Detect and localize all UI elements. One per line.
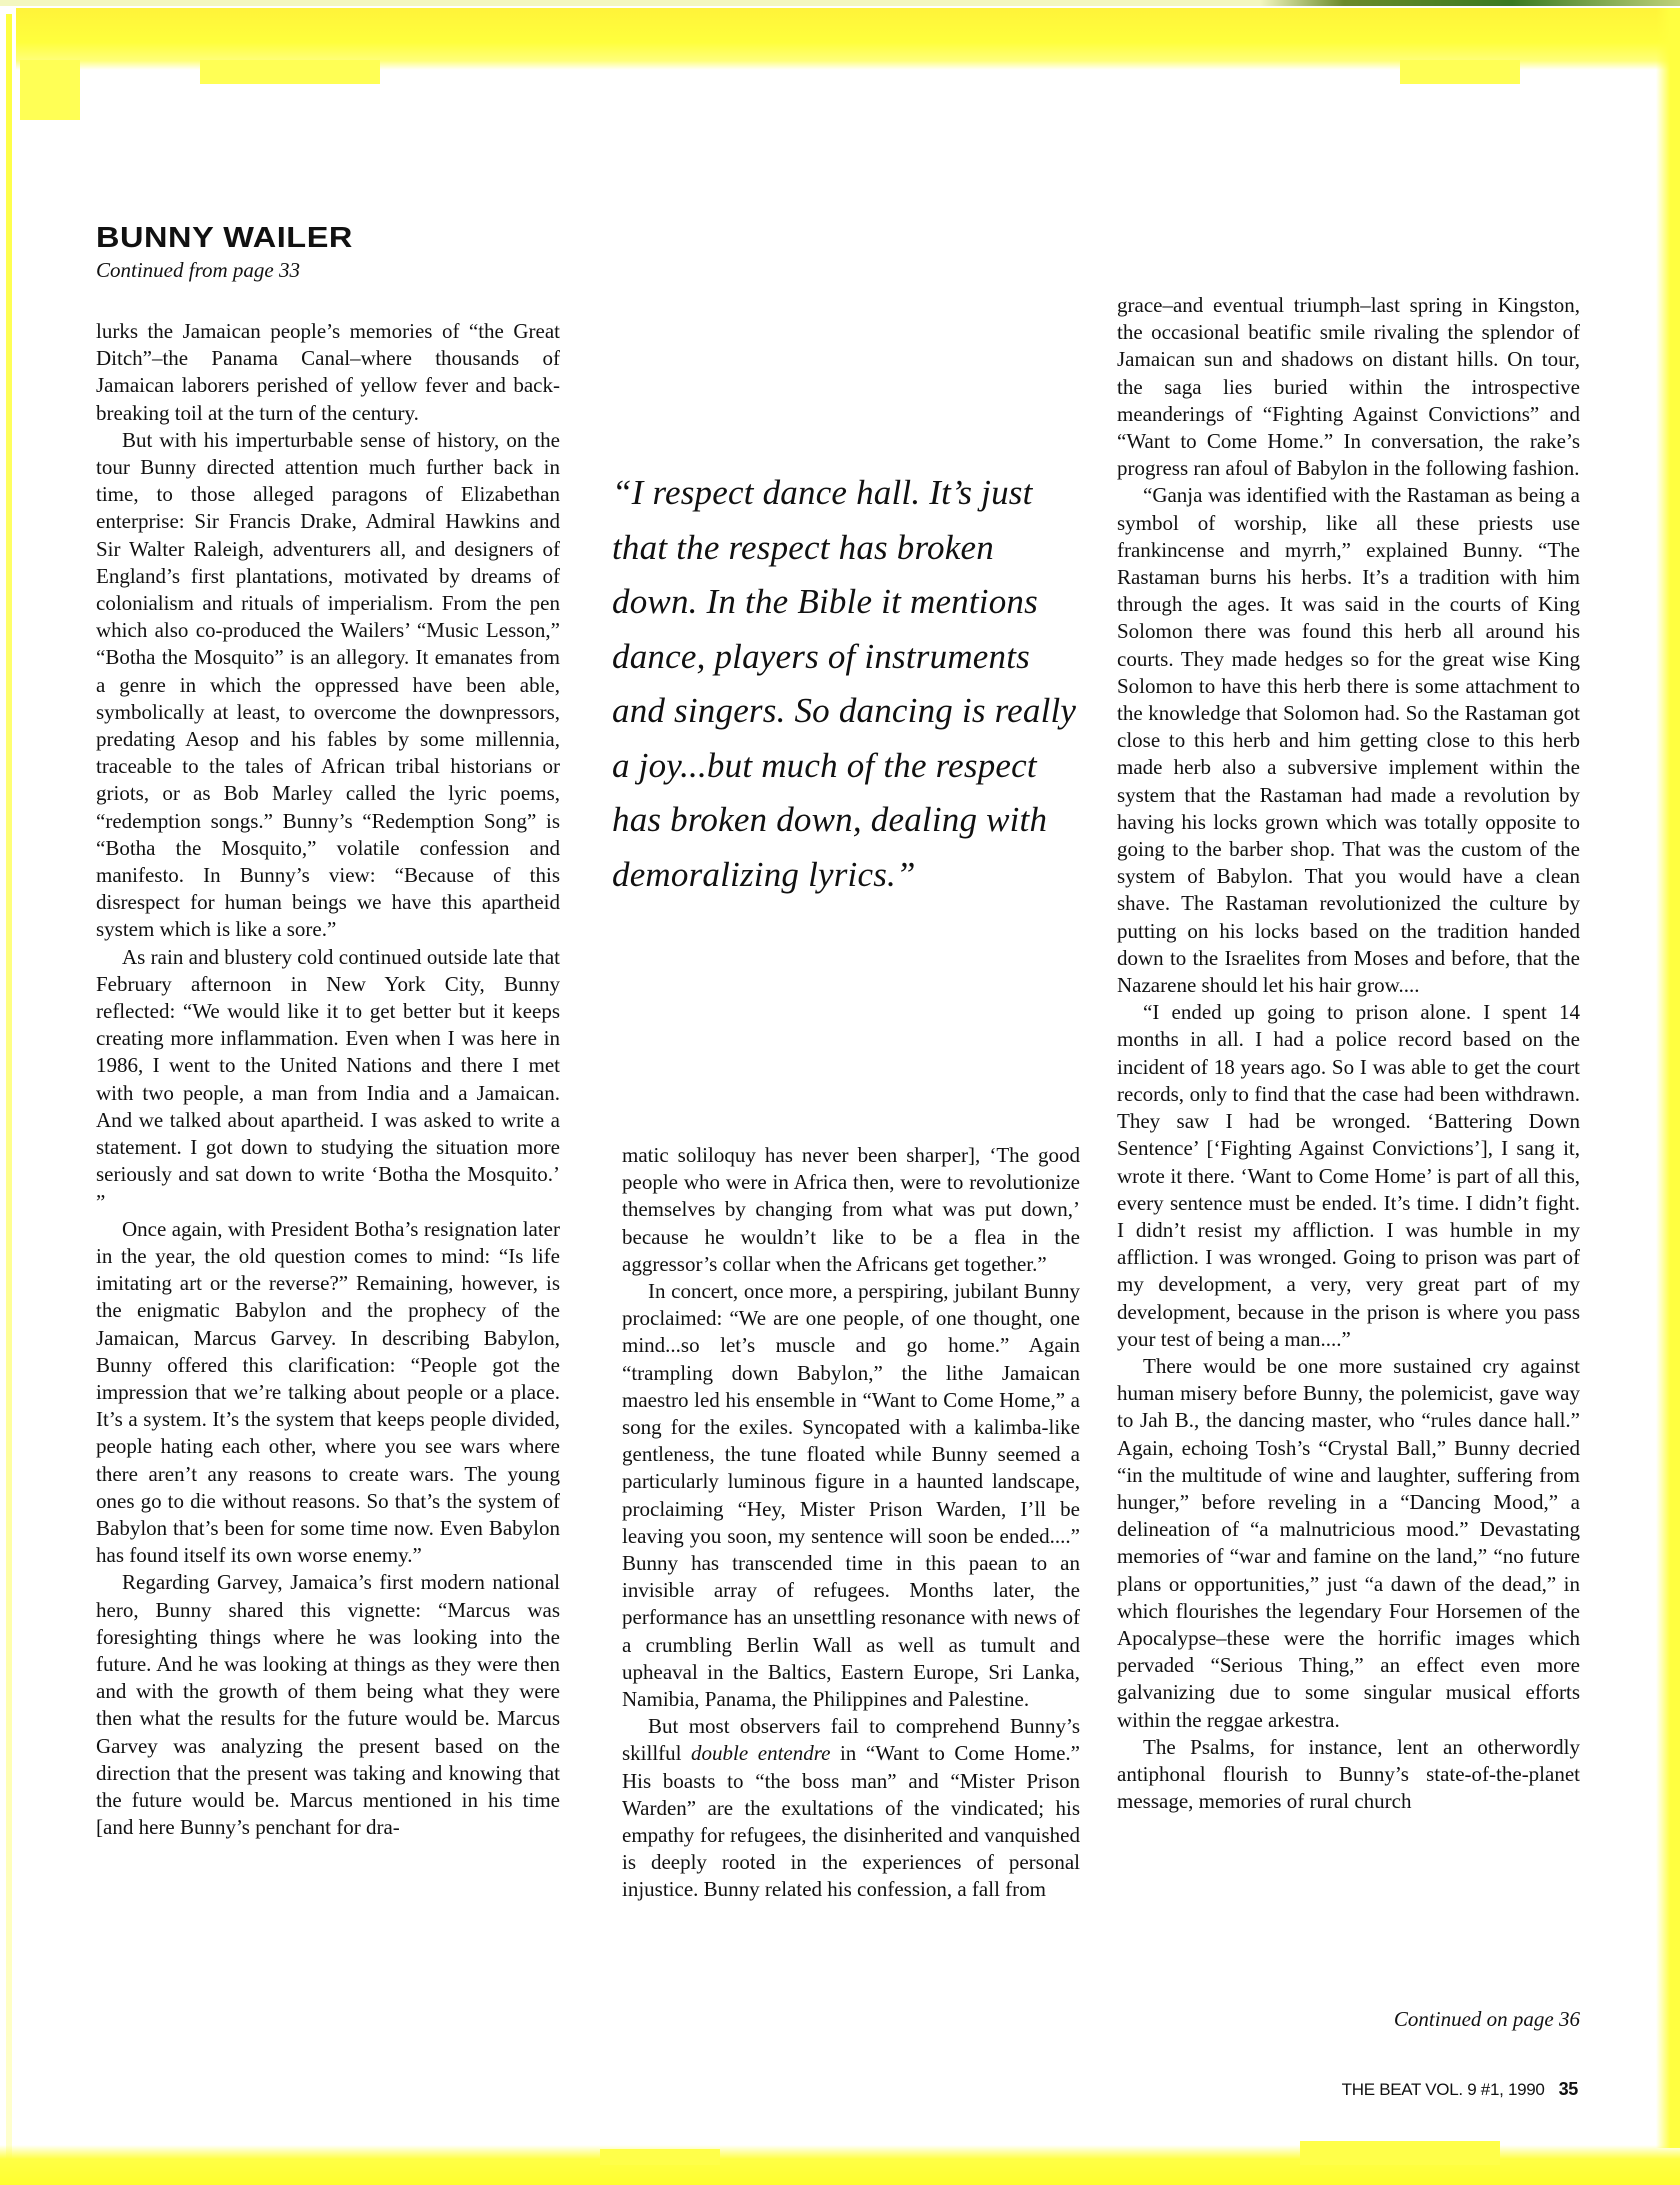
pull-quote: “I respect dance hall. It’s just that the respect has broken down. In the Bible it mentions dance, players of instruments and singers. So dancing is really a joy...but much of the respect has broken down, dealing with demoralizing lyrics.”	[612, 473, 1077, 894]
paragraph: “I ended up going to prison alone. I spent 14 months in all. I had a police record based on the incident of 18 years ago. So I was able to get the court records, only to find that the case had been withdrawn. They saw I had be wronged. ‘Battering Down Sentence’ [‘Fighting Against Convictions’], I sang it, wrote it there. ‘Want to Come Home’ is part of all this, every sentence must be ended. It’s time. I didn’t fight. I didn’t resist my affliction. I was humble in my affliction. I was wronged. Going to prison was part of my development, a very, very great part of my development, because in the prison is where you pass your test of being a man....”	[1117, 1000, 1580, 1351]
paragraph: lurks the Jamaican people’s memories of “the Great Ditch”–the Panama Canal–where thousands of Jamaican laborers perished of yellow fever and back-breaking toil at the turn of the century.	[96, 319, 560, 425]
scan-border-top-line	[0, 0, 1680, 6]
page-footer	[1342, 2079, 1578, 2100]
text-run: in “Want to Come Home.” His boasts to “the boss man” and “Mister Prison Warden” are the exultations of the vindicated; his empathy for refugees, the disinherited and vanquished is deeply rooted in the experiences of personal injustice. Bunny related his confession, a fall from	[622, 1741, 1080, 1902]
article-headline: BUNNY WAILER	[96, 222, 353, 254]
continued-on-note: Continued on page 36	[1393, 2007, 1580, 2031]
scan-border-drip	[200, 60, 380, 84]
paragraph: grace–and eventual triumph–last spring in Kingston, the occasional beatific smile rivaling the splendor of Jamaican sun and shadows on distant hills. On tour, the saga lies buried within the introspective meanderings of “Fighting Against Convictions” and “Want to Come Home.” In conversation, the rake’s progress ran afoul of Babylon in the following fashion.	[1117, 293, 1580, 481]
article-column-right	[1117, 292, 1580, 1815]
continued-from-note: Continued from page 33	[96, 258, 300, 282]
paragraph: As rain and blustery cold continued outside late that February afternoon in New York City, Bunny reflected: “We would like it to get better but it keeps creating more inflammation. Even when I was here in 1986, I went to the United Nations and there I met with two people, a man from India and a Jamaican. And we talked about apartheid. I was asked to write a statement. I got down to studying the situation more seriously and sat down to write ‘Botha the Mosquito.’ ”	[96, 944, 560, 1214]
paragraph: But with his imperturbable sense of history, on the tour Bunny directed attention much further back in time, to those alleged paragons of Elizabethan enterprise: Sir Francis Drake, Admiral Hawkins and Sir Walter Raleigh, adventurers all, and designers of England’s first plantations, motivated by dreams of colonialism and rituals of imperialism. From the pen which also co-produced the Wailers’ “Music Lesson,” “Botha the Mosquito” is an allegory. It emanates from a genre in which the oppressed have been able, symbolically at least, to overcome the downpressors, predating Aesop and his fables by some millennia, traceable to the tales of African tribal historians or griots, or as Bob Marley called the lyric poems, “redemption songs.” Bunny’s “Redemption Song” is “Botha the Mosquito,” volatile confession and manifesto. In Bunny’s view: “Because of this disrespect for human beings we have this apartheid system which is like a sore.”	[96, 427, 560, 942]
paragraph	[622, 1713, 1080, 1903]
scan-border-drip	[1300, 2141, 1500, 2165]
scan-border-drip	[1400, 60, 1520, 84]
paragraph: There would be one more sustained cry against human misery before Bunny, the polemicist, gave way to Jah B., the dancing master, who “rules dance hall.” Again, echoing Tosh’s “Crystal Ball,” Bunny decried “in the multitude of wine and laughter, suffering from hunger,” before reveling in a “Dancing Mood,” a delineation of “a malnutricious mood.” Devastating memories of “war and famine on the land,” “no future plans or opportunities,” just “a dawn of the dead,” in which flourishes the legendary Four Horsemen of the Apocalypse–these were the horrific images which pervaded “Serious Thing,” an effect even more galvanizing due to some singular musical efforts within the reggae arkestra.	[1117, 1353, 1580, 1732]
scan-border-right	[1656, 8, 1680, 2148]
paragraph: In concert, once more, a perspiring, jubilant Bunny proclaimed: “We are one people, of one thought, one mind...so let’s muscle and go home.” Again “trampling down Babylon,” the lithe Jamaican maestro led his ensemble in “Want to Come Home,” a song for the exiles. Syncopated with a kalimba-like gentleness, the tune floated while Bunny seemed a particularly luminous figure in a haunted landscape, proclaiming “Hey, Mister Prison Warden, I’ll be leaving you soon, my sentence will soon be ended....” Bunny has transcended time in this paean to an invisible array of refugees. Months later, the performance has an unsettling resonance with news of a crumbling Berlin Wall as well as tumult and upheaval in the Baltics, Eastern Europe, Sri Lanka, Namibia, Panama, the Philippines and Palestine.	[622, 1279, 1080, 1712]
paragraph: Once again, with President Botha’s resignation later in the year, the old question comes to mind: “Is life imitating art or the reverse?” Remaining, however, is the enigmatic Babylon and the prophecy of the Jamaican, Marcus Garvey. In describing Babylon, Bunny offered this clarification: “People got the impression that we’re talking about people or a place. It’s a system. It’s the system that keeps people divided, people hating each other, where you see wars where there aren’t any reasons to create wars. The young ones go to die without reasons. So that’s the system of Babylon that’s been for some time now. Even Babylon has found itself its own worse enemy.”	[96, 1216, 560, 1568]
paragraph: matic soliloquy has never been sharper], ‘The good people who were in Africa then, were to revolutionize themselves by changing from what was put down,’ because he wouldn’t like to be a flea in the aggressor’s collar when the Africans get together.”	[622, 1143, 1080, 1276]
scan-border-left	[6, 14, 12, 2164]
publication-info: THE BEAT VOL. 9 #1, 1990	[1341, 2080, 1545, 2099]
italic-phrase: double entendre	[691, 1741, 831, 1766]
paragraph: Regarding Garvey, Jamaica’s first modern national hero, Bunny shared this vignette: “Marcus was foresighting things where he was looking into the future. And he was looking at things as they were then and with the growth of them being what they were then what the results for the future would be. Marcus Garvey was analyzing the present based on the direction that the present was taking and knowing that the future would be. Marcus mentioned in his time [and here Bunny’s penchant for dra-	[96, 1570, 560, 1840]
page-number: 35	[1558, 2079, 1578, 2099]
paragraph: The Psalms, for instance, lent an otherwordly antiphonal flourish to Bunny’s state-of-the-planet message, memories of rural church	[1117, 1734, 1580, 1814]
article-column-left	[96, 318, 560, 1841]
scan-border-drip	[20, 60, 80, 120]
scan-border-drip	[600, 2149, 720, 2165]
paragraph: “Ganja was identified with the Rastaman as being a symbol of worship, like all these priests use frankincense and myrrh,” explained Bunny. “The Rastaman burns his herbs. It’s a tradition with him through the ages. It was said in the courts of King Solomon there was found this herb all around his courts. They made hedges so for the great wise King Solomon to have this herb there is some attachment to the knowledge that Solomon had. So the Rastaman got close to this herb and him getting close to this herb made herb also a subversive implement within the system that the Rastaman had made a revolution by having his locks grown which was totally opposite to going to the barber shop. That was the custom of the system of Babylon. That you would have a clean shave. The Rastaman revolutionized the culture by putting on his locks based on the tradition handed down to the Israelites from Moses and before, that the Nazarene should let his hair grow....	[1117, 483, 1580, 998]
article-column-middle	[622, 1142, 1080, 1904]
text-run: But most observers fail to comprehend Bunny’s skillful	[622, 1714, 1080, 1766]
